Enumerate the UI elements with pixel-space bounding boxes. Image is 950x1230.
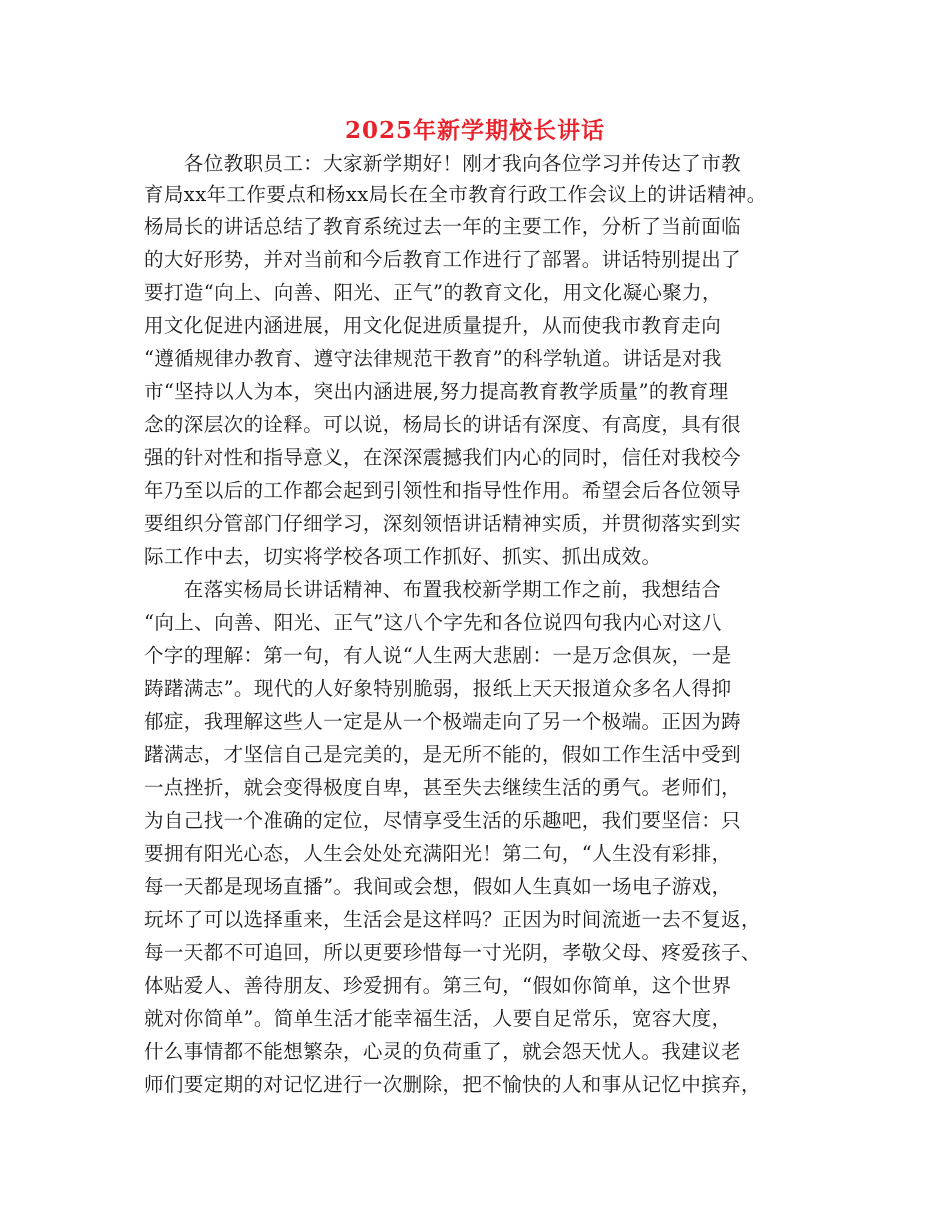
body-line: 每一天都不可追回，所以更要珍惜每一寸光阴，孝敬父母、疼爱孩子、 [144,941,761,964]
body-line: 年乃至以后的工作都会起到引领性和指导性作用。希望会后各位领导 [144,479,742,502]
body-line: 强的针对性和指导意义，在深深震撼我们内心的同时，信任对我校今 [144,446,742,469]
body-line: 各位教职员工：大家新学期好！刚才我向各位学习并传达了市教 [144,152,742,175]
body-line: 踌躇满志”。现代的人好象特别脆弱，报纸上天天报道众多名人得抑 [144,677,732,700]
body-line: 什么事情都不能想繁杂，心灵的负荷重了，就会怨天忧人。我建议老 [144,1040,742,1063]
body-line: 际工作中去，切实将学校各项工作抓好、抓实、抓出成效。 [144,545,662,568]
body-line: 育局xx年工作要点和杨xx局长在全市教育行政工作会议上的讲话精神。 [144,183,767,206]
body-line: 杨局长的讲话总结了教育系统过去一年的主要工作，分析了当前面临 [144,215,742,238]
body-line: 个字的理解：第一句，有人说“人生两大悲剧：一是万念俱灰，一是 [144,644,732,667]
body-line: “遵循规律办教育、遵守法律规范干教育”的科学轨道。讲话是对我 [144,347,722,370]
body-line: 念的深层次的诠释。可以说，杨局长的讲话有深度、有高度，具有很 [144,413,742,436]
body-line: 玩坏了可以选择重来，生活会是这样吗？正因为时间流逝一去不复返， [144,908,761,931]
body-line: 体贴爱人、善待朋友、珍爱拥有。第三句，“假如你简单，这个世界 [144,974,732,997]
body-line: 在落实杨局长讲话精神、布置我校新学期工作之前，我想结合 [144,578,722,601]
body-line: 要组织分管部门仔细学习，深刻领悟讲话精神实质，并贯彻落实到实 [144,512,742,535]
body-line: 师们要定期的对记忆进行一次删除，把不愉快的人和事从记忆中摈弃， [144,1073,761,1096]
body-line: 郁症，我理解这些人一定是从一个极端走向了另一个极端。正因为踌 [144,710,742,733]
body-line: 的大好形势，并对当前和今后教育工作进行了部署。讲话特别提出了 [144,248,742,271]
body-line: 用文化促进内涵进展，用文化促进质量提升，从而使我市教育走向 [144,314,722,337]
body-line: 每一天都是现场直播”。我间或会想，假如人生真如一场电子游戏， [144,875,732,898]
body-line: 市“坚持以人为本，突出内涵进展,努力提高教育教学质量”的教育理 [144,380,729,403]
document-title: 2025年新学期校长讲话 [344,117,605,144]
body-line: 一点挫折，就会变得极度自卑，甚至失去继续生活的勇气。老师们， [144,776,742,799]
body-line: 躇满志，才坚信自己是完美的，是无所不能的，假如工作生活中受到 [144,743,742,766]
body-line: 就对你简单”。简单生活才能幸福生活，人要自足常乐，宽容大度， [144,1007,732,1030]
body-line: 要打造“向上、向善、阳光、正气”的教育文化，用文化凝心聚力， [144,281,722,304]
body-line: 要拥有阳光心态，人生会处处充满阳光！第二句，“人生没有彩排， [144,842,732,865]
body-line: 为自己找一个准确的定位，尽情享受生活的乐趣吧，我们要坚信：只 [144,809,742,832]
body-line: “向上、向善、阳光、正气”这八个字先和各位说四句我内心对这八 [144,611,722,634]
